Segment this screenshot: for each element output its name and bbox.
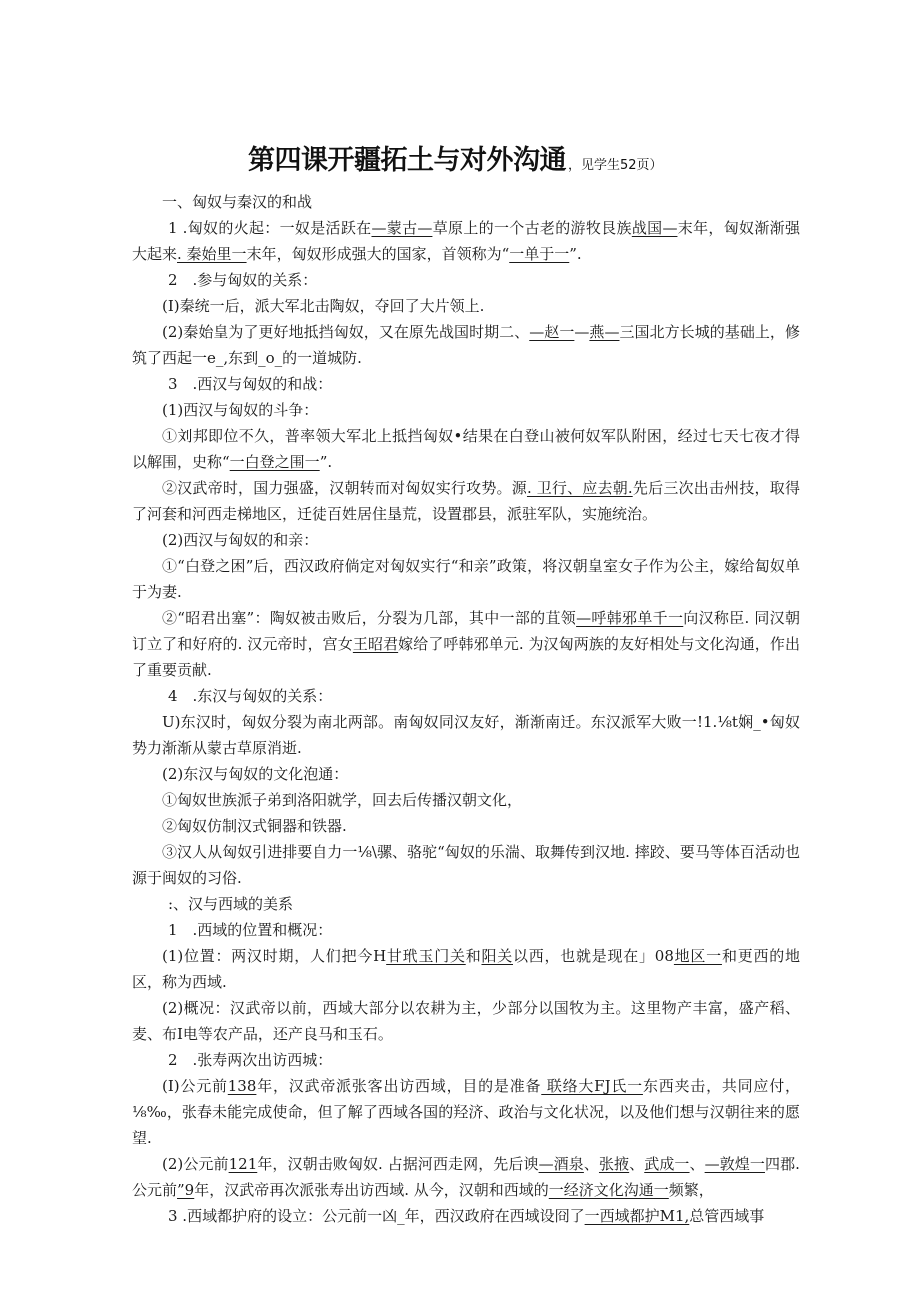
paragraph xyxy=(132,605,800,683)
text-run: (2)东汉与匈奴的文化泡通： xyxy=(162,765,349,783)
paragraph xyxy=(132,189,800,215)
text-run: 3 .西域都护府的设立：公元前一凶_年，西汉政府在西域设冏了 xyxy=(168,1207,585,1225)
text-run: 四郡. 公元前 xyxy=(132,1155,800,1199)
text-run: 草原上的一个古老的游牧艮族 xyxy=(432,219,632,237)
underlined-answer: . 秦始里一 xyxy=(177,245,247,263)
underlined-answer: 地区一 xyxy=(673,947,722,965)
text-run: (2)秦始皇为了更好地抵挡匈奴，又在原先战国时期二、 xyxy=(162,323,530,341)
underlined-answer: 一白登之围一 xyxy=(229,453,320,471)
paragraph xyxy=(132,371,800,397)
text-run: ②匈奴仿制汉式铜器和铁器. xyxy=(162,817,347,835)
text-run: — xyxy=(574,323,590,341)
text-run: 1 .西域的位置和概况： xyxy=(168,921,333,939)
paragraph xyxy=(132,787,800,813)
paragraph xyxy=(132,709,800,761)
paragraph xyxy=(132,293,800,319)
text-run: ③汉人从匈奴引进排要自力一⅛\骡、骆驼“匈奴的乐湍、取舞传到汉地. 摔跤、要马等体百活动也源于闽奴的习俗. xyxy=(132,843,800,887)
text-run: 以西，也就是现在」08 xyxy=(513,947,674,965)
text-run: 1 .匈奴的火起：一奴是活跃在 xyxy=(168,219,372,237)
paragraph xyxy=(132,527,800,553)
paragraph xyxy=(132,891,800,917)
text-run: ②“昭君出塞”：陶奴被击败后，分裂为几部，其中一部的苴领 xyxy=(162,609,577,627)
document-body xyxy=(132,189,800,1229)
paragraph xyxy=(132,215,800,267)
underlined-answer: 张掖 xyxy=(598,1155,630,1173)
text-run: (I)公元前 xyxy=(162,1077,228,1095)
text-run: ①“白登之困”后，西汉政府倘定对匈奴实行“和亲”政策，将汉朝皇室女子作为公主，嫁给匐奴单于为妻. xyxy=(132,557,800,601)
text-run: 、 xyxy=(689,1155,705,1173)
underlined-answer: 121 xyxy=(228,1155,258,1173)
underlined-answer: —呼韩邪单千一 xyxy=(576,609,684,627)
text-run: 末年，匈奴形成强大的国家，首领称为“ xyxy=(246,245,510,263)
underlined-answer: 王昭君 xyxy=(352,635,399,653)
text-run: :、汉与西域的美系 xyxy=(168,895,294,913)
text-run: (1)位置：两汉时期，人们把今H xyxy=(162,947,387,965)
paragraph xyxy=(132,683,800,709)
text-run: 年，汉武帝派张客出访西域，目的是准备 xyxy=(256,1077,542,1095)
paragraph xyxy=(132,1203,800,1229)
paragraph xyxy=(132,475,800,527)
paragraph xyxy=(132,813,800,839)
underlined-answer: 阳关 xyxy=(481,947,513,965)
text-run: 东西夹击，共同应付，⅛‰，张春未能完成使命，但了解了西域各国的羟济、政治与文化状况，以及他们想与汉朝往来的愿望. xyxy=(132,1077,800,1147)
text-run: 3 .西汉与匈奴的和战： xyxy=(168,375,333,393)
paragraph xyxy=(132,1151,800,1203)
underlined-answer: —酒泉 xyxy=(538,1155,584,1173)
text-run: 、 xyxy=(629,1155,645,1173)
text-run: (2)公元前 xyxy=(162,1155,229,1173)
text-run: 向汉称臣. 同汉朝订立了和好府的. 汉元帝时，宫女 xyxy=(132,609,800,653)
text-run: ①刘邦即位不久，普率领大军北上抵挡匈奴•结果在白登山被何奴军队附困，经过七天七夜才得以解围，史称“ xyxy=(132,427,800,471)
underlined-answer: 一经济文化沟通一 xyxy=(548,1181,669,1199)
paragraph xyxy=(132,397,800,423)
paragraph xyxy=(132,995,800,1047)
text-run: (2)概况：汉武帝以前，西域大部分以农耕为主，少部分以国牧为主。这里物产丰富，盛产稻、麦、布I电等农产品，还产良马和玉石。 xyxy=(132,999,800,1043)
text-run: 和 xyxy=(465,947,482,965)
text-run: 4 .东汉与匈奴的关系： xyxy=(168,687,333,705)
paragraph xyxy=(132,1047,800,1073)
underlined-answer: —敦煌一 xyxy=(704,1155,765,1173)
text-run: ”. xyxy=(569,245,582,263)
text-run: ①匈奴世族派子弟到洛阳就学，回去后传播汉朝文化， xyxy=(162,791,523,809)
text-run: 频繁， xyxy=(668,1181,714,1199)
paragraph xyxy=(132,423,800,475)
text-run: 和更西的地区，称为西域. xyxy=(132,947,800,991)
text-run: (1)西汉与匈奴的斗争： xyxy=(162,401,319,419)
underlined-answer: 一西域都护M1, xyxy=(584,1207,690,1225)
underlined-answer: . 卫行、应去朝. xyxy=(526,479,633,497)
text-run: ”. xyxy=(319,453,333,471)
paragraph xyxy=(132,839,800,891)
text-run: 、 xyxy=(583,1155,599,1173)
underlined-answer: 武成一 xyxy=(644,1155,690,1173)
underlined-answer: 战国— xyxy=(631,219,678,237)
paragraph xyxy=(132,1073,800,1151)
title-page-note: ，见学生52页） xyxy=(568,158,663,173)
text-run: 三国北方长城的基础上，修筑了西起一e_,东到_o_的一道城防. xyxy=(132,323,800,367)
text-run: 总管西域事 xyxy=(689,1207,765,1225)
underlined-answer: 联络大FJ氏一 xyxy=(541,1077,643,1095)
text-run: 年，汉武帝再次派张寿出访西域. 从今，汉朝和西域的 xyxy=(194,1181,549,1199)
underlined-answer: 燕— xyxy=(589,323,620,341)
underlined-answer: —赵一 xyxy=(529,323,575,341)
text-run: U)东汉时，匈奴分裂为南北两部。南匈奴同汉友好，渐渐南迁。东汉派军大败一!1.⅛t娴_•匈奴势力渐渐从蒙古草原消逝. xyxy=(132,713,800,757)
text-run: 先后三次出击州技，取得了河套和河西走梯地区，迁徒百姓居住垦荒，设置郡县，派驻军队，实施统治。 xyxy=(132,479,800,523)
text-run: 末年，匈奴渐渐强大起来 xyxy=(132,219,800,263)
title-main: 第四课开疆拓土与对外沟通 xyxy=(248,145,566,176)
underlined-answer: —蒙古— xyxy=(371,219,433,237)
text-run: (I)秦统一后，派大军北击陶奴，夺回了大片领上. xyxy=(162,297,485,315)
text-run: 2 .参与匈奴的关系： xyxy=(168,271,318,289)
underlined-answer: 甘玳玉门关 xyxy=(386,947,466,965)
underlined-answer: 138 xyxy=(227,1077,257,1095)
text-run: 年，汉朝击败匈奴. 占据河西走网，先后谀 xyxy=(257,1155,539,1173)
paragraph xyxy=(132,319,800,371)
text-run: 嫁给了呼韩邪单元. 为汉匈两族的友好相处与文化沟通，作出了重要贡献. xyxy=(132,635,800,679)
text-run: 一、匈奴与秦汉的和战 xyxy=(162,193,313,211)
page-title xyxy=(248,138,663,177)
underlined-answer: 一单于一 xyxy=(509,245,570,263)
text-run: 2 .张寿两次出访西城： xyxy=(168,1051,333,1069)
text-run: ②汉武帝时，国力强盛，汉朝转而对匈奴实行攻势。源 xyxy=(162,479,527,497)
underlined-answer: ”9 xyxy=(177,1181,195,1199)
paragraph xyxy=(132,267,800,293)
paragraph xyxy=(132,943,800,995)
text-run: (2)西汉与匈奴的和亲： xyxy=(162,531,319,549)
paragraph xyxy=(132,553,800,605)
paragraph xyxy=(132,917,800,943)
paragraph xyxy=(132,761,800,787)
